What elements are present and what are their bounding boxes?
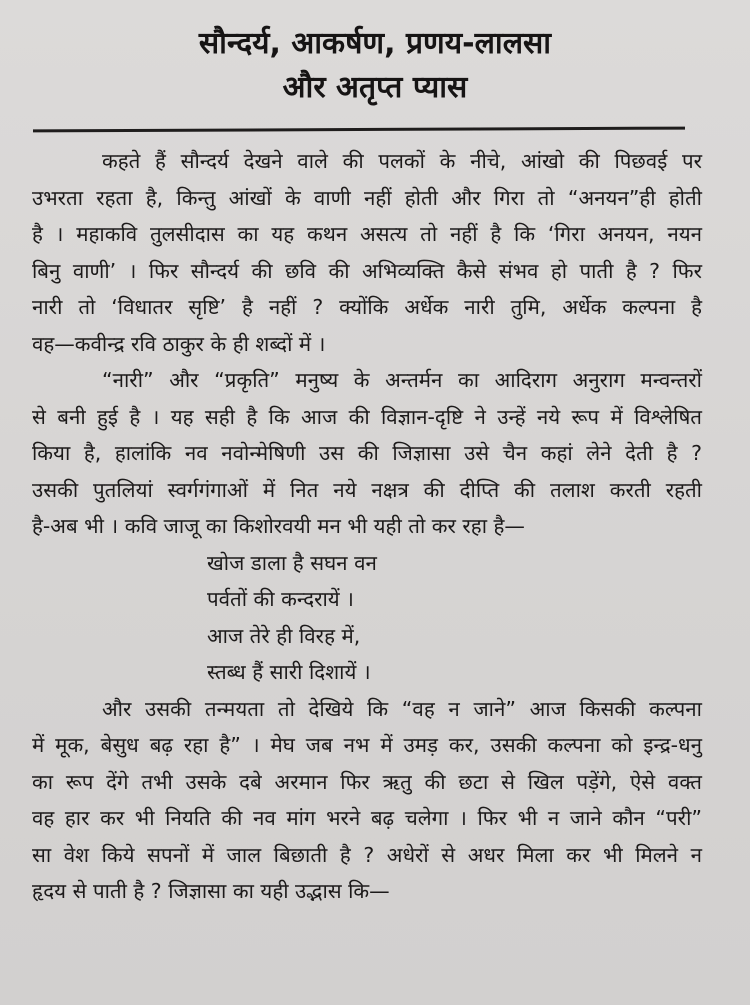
poem-line-2: पर्वतों की कन्दरायें । (207, 587, 354, 611)
text-line-4: बिनु वाणी’ । फिर सौन्दर्य की छवि की अभिव्यक्ति कैसे संभव हो पाती है ? फिर (32, 258, 702, 283)
text-line-3: है । महाकवि तुलसीदास का यह कथन असत्य तो नहीं है कि ‘गिरा अनयन, नयन (32, 222, 702, 246)
text-line-1: कहते हैं सौन्दर्य देखने वाले की पलकों के नीचे, आंखो की पिछवई पर (102, 149, 702, 173)
text-line-9: किया है, हालांकि नव नवोन्मेषिणी उस की जिज्ञासा उसे चैन कहां लेने देती है ? (32, 441, 702, 465)
text-line-20: सा वेश किये सपनों में जाल बिछाती है ? अधेरों से अधर मिला कर भी मिलने न (32, 842, 702, 867)
body-text (32, 143, 702, 910)
text-line-11: है-अब भी । कवि जाजू का किशोरवयी मन भी यही तो कर रहा है— (32, 514, 525, 538)
page-title-line-1: सौन्दर्य, आकर्षण, प्रणय-लालसा (198, 26, 552, 61)
poem-line-1: खोज डाला है सघन वन (207, 550, 377, 575)
text-line-19: वह हार कर भी नियति की नव मांग भरने बढ़ चलेगा । फिर भी न जाने कौन “परी” (32, 806, 702, 830)
text-line-18: का रूप देंगे तभी उसके दबे अरमान फिर ऋतु की छटा से खिल पड़ेंगे, ऐसे वक्त (32, 769, 702, 794)
text-line-5: नारी तो ‘विधातर सृष्टि’ है नहीं ? क्योंकि अर्धेक नारी तुमि, अर्धेक कल्पना है (32, 295, 702, 319)
title-divider (33, 127, 685, 133)
text-line-8: से बनी हुई है । यह सही है कि आज की विज्ञान-दृष्टि ने उन्हें नये रूप में विश्लेषित (32, 404, 702, 429)
text-line-17: में मूक, बेसुध बढ़ रहा है” । मेघ जब नभ में उमड़ कर, उसकी कल्पना को इन्द्र-धनु (32, 733, 702, 757)
page-title-line-2: और अतृप्त प्यास (282, 70, 468, 105)
text-line-6: वह—कवीन्द्र रवि ठाकुर के ही शब्दों में । (32, 331, 326, 356)
text-line-10: उसकी पुतलियां स्वर्गगंगाओं में नित नये नक्षत्र की दीप्ति की तलाश करती रहती (32, 477, 702, 502)
text-line-2: उभरता रहता है, किन्तु आंखों के वाणी नहीं होती और गिरा तो “अनयन”ही होती (32, 185, 702, 210)
poem-line-3: आज तेरे ही विरह में, (207, 623, 361, 648)
poem-line-4: स्तब्ध हैं सारी दिशायें । (207, 660, 371, 684)
text-line-21: हृदय से पाती है ? जिज्ञासा का यही उद्भास कि— (32, 879, 390, 903)
text-line-7: “नारी” और “प्रकृति” मनुष्य के अन्तर्मन का आदिराग अनुराग मन्वन्तरों (102, 368, 702, 392)
text-line-16: और उसकी तन्मयता तो देखिये कि “वह न जाने” आज किसकी कल्पना (102, 696, 702, 721)
